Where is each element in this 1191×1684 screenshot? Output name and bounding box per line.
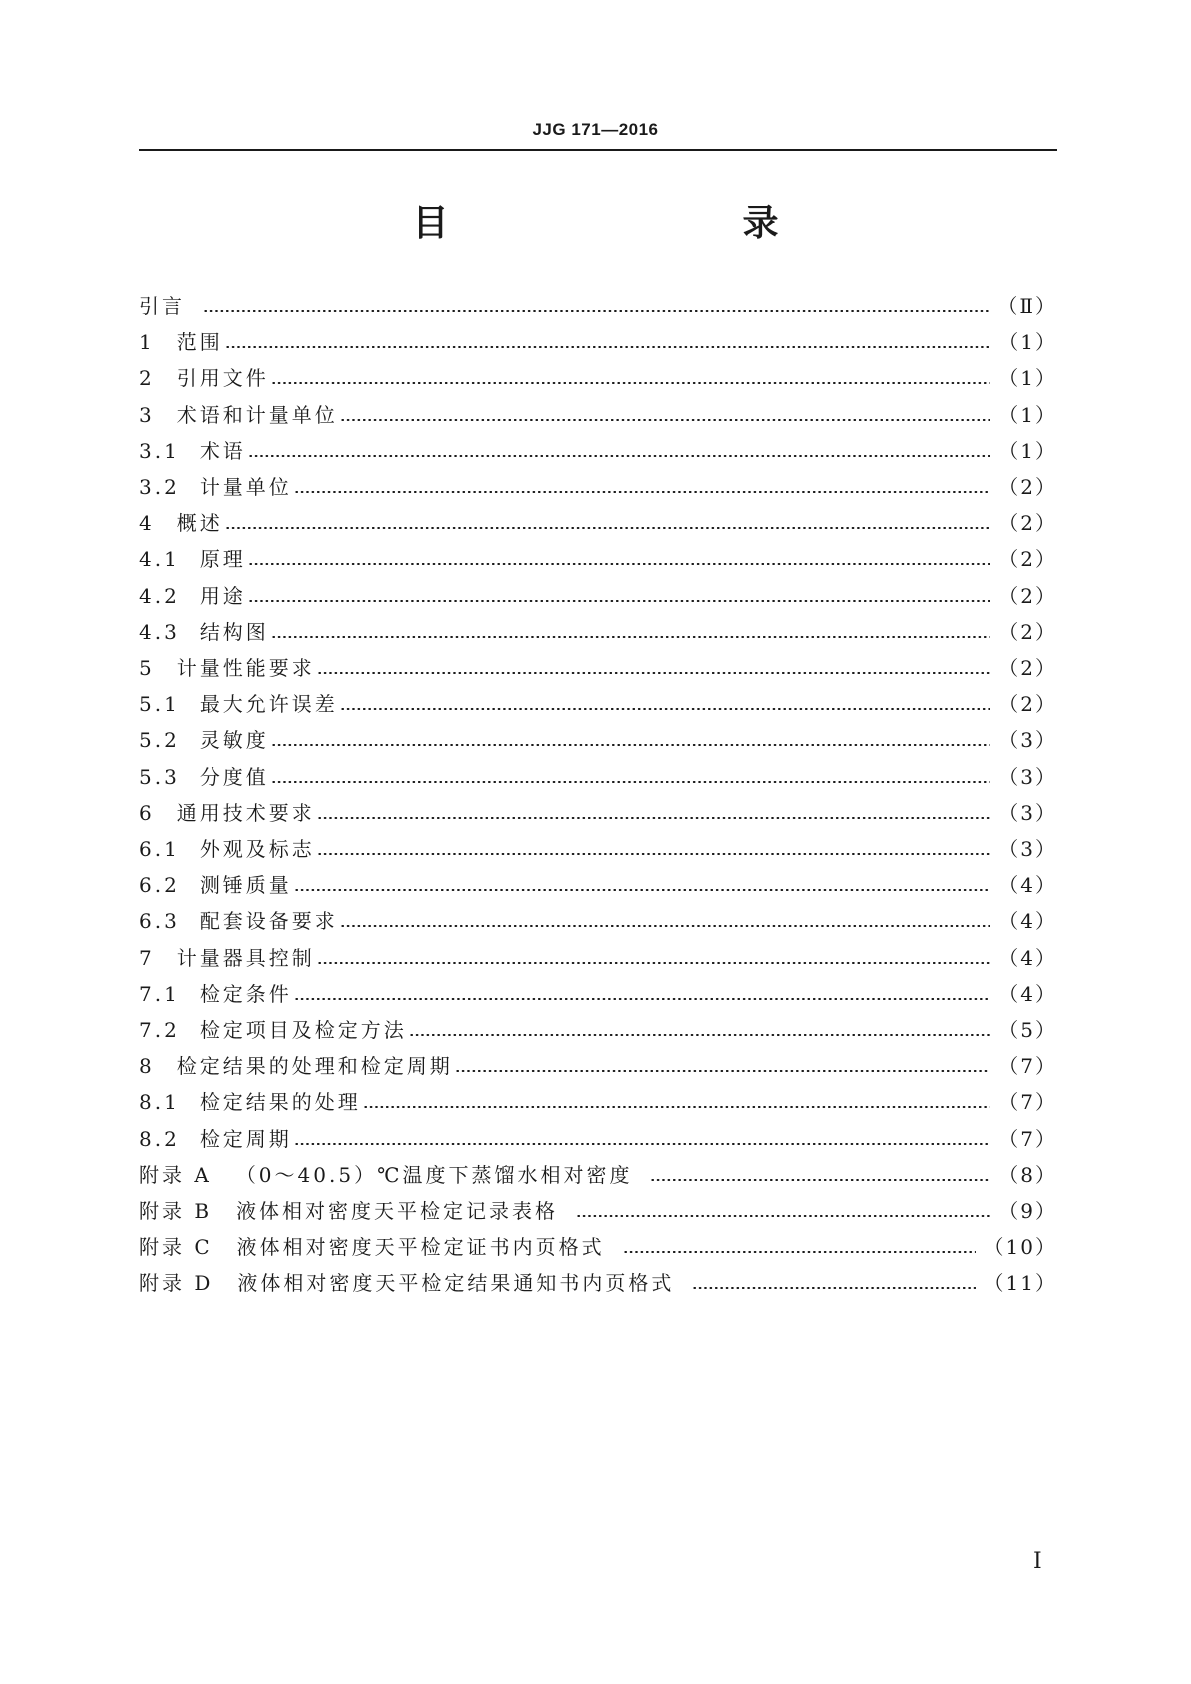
- dot-leader: [692, 1287, 975, 1289]
- toc-section-title: 计量器具控制: [176, 945, 315, 970]
- toc-page-number: （10）: [983, 1235, 1057, 1260]
- toc-entry[interactable]: [139, 541, 1057, 577]
- toc-page-number: （4）: [998, 981, 1057, 1006]
- toc-entry[interactable]: [139, 324, 1057, 360]
- toc-section-title: 检定结果的处理和检定周期: [176, 1054, 453, 1079]
- toc-page-number: （2）: [998, 583, 1057, 608]
- toc-entry-label: [139, 288, 185, 324]
- toc-entry-label: [139, 759, 269, 795]
- toc-section-number: 6.3: [139, 909, 180, 934]
- toc-entry-label: [139, 903, 338, 939]
- dot-leader: [271, 636, 990, 638]
- toc-page-number: （4）: [998, 873, 1057, 898]
- toc-section-title: 检定项目及检定方法: [199, 1018, 407, 1042]
- toc-section-number: 附录 D: [139, 1271, 214, 1296]
- toc-page-number: （7）: [998, 1054, 1057, 1079]
- toc-entry[interactable]: [139, 1048, 1057, 1084]
- dot-leader: [317, 853, 990, 855]
- dot-leader: [225, 527, 991, 529]
- toc-page-number: （1）: [998, 438, 1057, 463]
- dot-leader: [340, 419, 991, 421]
- toc-section-number: 附录 C: [139, 1235, 213, 1260]
- toc-section-title: 术语和计量单位: [176, 402, 338, 427]
- dot-leader: [294, 889, 990, 891]
- toc-section-number: 3: [139, 402, 155, 427]
- toc-section-number: 1: [139, 330, 155, 355]
- header-rule: [139, 149, 1057, 151]
- toc-section-number: 7.1: [139, 981, 180, 1006]
- toc-section-number: 6.2: [139, 873, 180, 898]
- toc-section-title: 配套设备要求: [199, 909, 338, 934]
- toc-section-number: 4.3: [139, 619, 180, 644]
- toc-entry-label: [139, 1157, 632, 1193]
- dot-leader: [340, 925, 990, 927]
- toc-section-title: 计量单位: [199, 475, 292, 499]
- toc-section-title: 液体相对密度天平检定证书内页格式: [236, 1235, 605, 1260]
- dot-leader: [317, 672, 991, 674]
- toc-entry-label: [139, 686, 338, 722]
- toc-section-title: （0～40.5）℃温度下蒸馏水相对密度: [235, 1162, 633, 1187]
- toc-entry-label: [139, 1229, 605, 1265]
- toc-section-title: 液体相对密度天平检定结果通知书内页格式: [237, 1271, 675, 1296]
- toc-section-number: 8.1: [139, 1090, 180, 1115]
- toc-entry-label: [139, 541, 246, 577]
- dot-leader: [294, 998, 990, 1000]
- dot-leader: [248, 455, 990, 457]
- dot-leader: [271, 382, 991, 384]
- toc-section-title: 外观及标志: [199, 837, 315, 861]
- toc-section-title: 检定周期: [199, 1126, 292, 1151]
- toc-page-number: （11）: [983, 1271, 1057, 1296]
- toc-page-number: （8）: [998, 1162, 1057, 1187]
- toc-section-number: 6: [139, 800, 155, 825]
- toc-entry-label: [139, 1265, 674, 1301]
- toc-section-title: 检定结果的处理: [199, 1090, 361, 1115]
- toc-section-title: 引言: [139, 294, 185, 318]
- toc-entry[interactable]: [139, 1229, 1057, 1265]
- toc-entry[interactable]: [139, 759, 1057, 795]
- toc-section-title: 原理: [199, 547, 246, 572]
- toc-entry-label: [139, 722, 269, 758]
- toc-entry[interactable]: [139, 831, 1057, 867]
- toc-section-title: 结构图: [199, 619, 269, 644]
- toc-entry[interactable]: [139, 1084, 1057, 1120]
- dot-leader: [203, 310, 989, 312]
- dot-leader: [294, 1143, 990, 1145]
- toc-page-number: （5）: [998, 1018, 1057, 1042]
- toc-entry-label: [139, 867, 292, 903]
- toc-entry[interactable]: [139, 360, 1057, 396]
- toc-page-number: （1）: [998, 330, 1057, 355]
- toc-section-title: 范围: [176, 330, 223, 355]
- dot-leader: [340, 708, 990, 710]
- dot-leader: [271, 781, 990, 783]
- toc-entry[interactable]: [139, 867, 1057, 903]
- dot-leader: [294, 491, 990, 493]
- dot-leader: [409, 1034, 990, 1036]
- page-title: 目 录: [412, 203, 853, 244]
- dot-leader: [317, 817, 991, 819]
- toc-section-number: 2: [139, 366, 155, 391]
- dot-leader: [248, 563, 990, 565]
- toc-section-title: 通用技术要求: [176, 800, 315, 825]
- toc-entry[interactable]: [139, 397, 1057, 433]
- toc-entry-label: [139, 1121, 292, 1157]
- toc-section-number: 附录 A: [139, 1162, 212, 1187]
- toc-page-number: （9）: [998, 1199, 1057, 1223]
- toc-section-number: 8: [139, 1054, 155, 1079]
- toc-entry-label: [139, 614, 269, 650]
- running-header: JJG 171—2016: [532, 120, 659, 139]
- toc-entry[interactable]: [139, 433, 1057, 469]
- toc-page-number: （1）: [998, 402, 1057, 427]
- toc-section-number: 8.2: [139, 1126, 180, 1151]
- toc-entry-label: [139, 650, 315, 686]
- toc-section-title: 液体相对密度天平检定记录表格: [236, 1199, 559, 1223]
- toc-entry[interactable]: [139, 505, 1057, 541]
- toc-entry-label: [139, 976, 292, 1012]
- toc-entry[interactable]: [139, 795, 1057, 831]
- toc-page-number: （3）: [998, 728, 1057, 753]
- toc-entry-label: [139, 578, 246, 614]
- toc-entry[interactable]: [139, 1012, 1057, 1048]
- dot-leader: [225, 346, 991, 348]
- toc-entry[interactable]: [139, 288, 1057, 324]
- toc-section-number: 7: [139, 945, 155, 970]
- toc-entry[interactable]: [139, 1265, 1057, 1301]
- toc-entry[interactable]: [139, 976, 1057, 1012]
- toc-page-number: （3）: [998, 764, 1057, 789]
- toc-entry-label: [139, 1012, 407, 1048]
- toc-entry-label: [139, 505, 223, 541]
- toc-section-number: 4: [139, 511, 155, 536]
- dot-leader: [271, 744, 990, 746]
- toc-section-number: 3.1: [139, 438, 180, 463]
- toc-page-number: （4）: [998, 945, 1057, 970]
- toc-entry[interactable]: [139, 903, 1057, 939]
- toc-entry-label: [139, 831, 315, 867]
- toc-page-number: （2）: [998, 656, 1057, 680]
- dot-leader: [248, 600, 990, 602]
- toc-entry-label: [139, 397, 338, 433]
- dot-leader: [455, 1070, 991, 1072]
- toc-entry[interactable]: [139, 469, 1057, 505]
- toc-section-number: 4.2: [139, 583, 180, 608]
- toc-entry[interactable]: [139, 578, 1057, 614]
- dot-leader: [363, 1106, 990, 1108]
- toc-section-number: 附录 B: [139, 1199, 213, 1223]
- toc-page-number: （2）: [998, 475, 1057, 499]
- toc-section-number: 5.3: [139, 764, 180, 789]
- toc-entry[interactable]: [139, 722, 1057, 758]
- toc-entry-label: [139, 469, 292, 505]
- toc-entry-label: [139, 433, 246, 469]
- toc-section-title: 用途: [199, 583, 246, 608]
- toc-section-number: 5.2: [139, 728, 180, 753]
- toc-page-number: （3）: [998, 800, 1057, 825]
- toc-page-number: （2）: [998, 619, 1057, 644]
- toc-entry[interactable]: [139, 650, 1057, 686]
- toc-section-number: 7.2: [139, 1018, 180, 1042]
- toc-entry[interactable]: [139, 1121, 1057, 1157]
- toc-entry-label: [139, 795, 315, 831]
- toc-page-number: （7）: [998, 1126, 1057, 1151]
- toc-entry[interactable]: [139, 686, 1057, 722]
- toc-section-number: 4.1: [139, 547, 180, 572]
- toc-section-title: 灵敏度: [199, 728, 269, 753]
- toc-section-title: 最大允许误差: [199, 692, 338, 717]
- toc-entry-label: [139, 1193, 558, 1229]
- toc-entry[interactable]: [139, 940, 1057, 976]
- toc-entry[interactable]: [139, 1157, 1057, 1193]
- toc-entry-label: [139, 1048, 453, 1084]
- toc-page-number: （7）: [998, 1090, 1057, 1115]
- dot-leader: [650, 1179, 990, 1181]
- toc-entry-label: [139, 360, 269, 396]
- toc-page-number: （2）: [998, 511, 1057, 536]
- toc-section-number: 5.1: [139, 692, 180, 717]
- toc-section-number: 6.1: [139, 837, 180, 861]
- toc-page-number: （4）: [998, 909, 1057, 934]
- toc-entry[interactable]: [139, 614, 1057, 650]
- toc-section-title: 概述: [176, 511, 223, 536]
- dot-leader: [623, 1251, 976, 1253]
- toc-page-number: （2）: [998, 692, 1057, 717]
- dot-leader: [576, 1215, 990, 1217]
- toc-page-number: （3）: [998, 837, 1057, 861]
- toc-section-title: 术语: [199, 438, 246, 463]
- toc-section-title: 引用文件: [176, 366, 269, 391]
- toc-entry[interactable]: [139, 1193, 1057, 1229]
- toc-section-title: 测锤质量: [199, 873, 292, 898]
- toc-page-number: （Ⅱ）: [997, 294, 1057, 318]
- toc-section-title: 分度值: [199, 764, 269, 789]
- toc-section-title: 检定条件: [199, 981, 292, 1006]
- toc-entry-label: [139, 1084, 361, 1120]
- toc-entry-label: [139, 940, 315, 976]
- toc-entry-label: [139, 324, 223, 360]
- toc-page-number: （1）: [998, 366, 1057, 391]
- toc-page-number: （2）: [998, 547, 1057, 572]
- toc-section-number: 5: [139, 656, 155, 680]
- toc-section-title: 计量性能要求: [176, 656, 315, 680]
- dot-leader: [317, 962, 991, 964]
- toc-section-number: 3.2: [139, 475, 180, 499]
- page-number: Ⅰ: [1033, 1549, 1042, 1574]
